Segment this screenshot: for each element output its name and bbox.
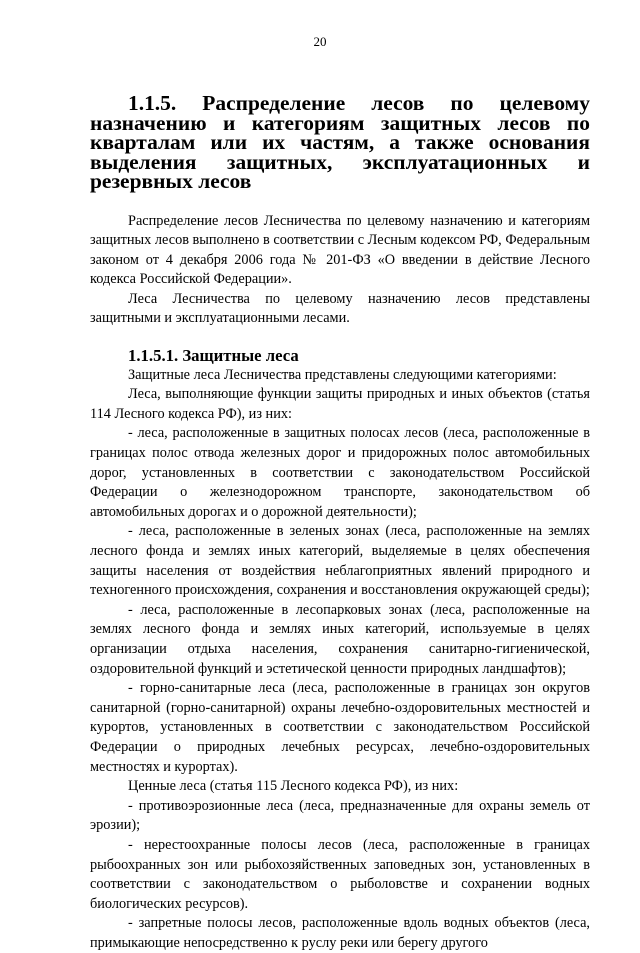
list-item: - противоэрозионные леса (леса, предназначенные для охраны земель от эрозии); <box>90 797 590 834</box>
page-content <box>90 91 590 953</box>
paragraph: Защитные леса Лесничества представлены следующими категориями: <box>128 366 557 383</box>
section-title: 1.1.5. Распределение лесов по целевому назначению и категориям защитных лесов по кварталам или их частям, а также основания выделения защитных, эксплуатационных и резервных лесов <box>90 91 590 193</box>
list-item: - запретные полосы лесов, расположенные вдоль водных объектов (леса, примыкающие непосредственно к руслу реки или берегу другого <box>90 915 590 951</box>
spacer <box>90 192 590 212</box>
spacer <box>90 329 590 346</box>
paragraph: Леса Лесничества по целевому назначению лесов представлены защитными и эксплуатационными лесами. <box>90 290 590 327</box>
list-item: - леса, расположенные в лесопарковых зонах (леса, расположенные на землях лесного фонда и землях иных категорий, используемые в целях организации отдыха населения, сохранения санитарно-гигиенической, оздоровительной функций и эстетической ценности природных ландшафтов); <box>90 601 590 677</box>
page-number: 20 <box>313 34 327 49</box>
subsection-title: 1.1.5.1. Защитные леса <box>128 346 299 366</box>
list-item: - нерестоохранные полосы лесов (леса, расположенные в границах рыбоохранных зон или рыбохозяйственных заповедных зон, установленных в соответствии с законодательством о рыболовстве и сохранении водных биологических ресурсов). <box>90 836 590 912</box>
paragraph: Леса, выполняющие функции защиты природных и иных объектов (статья 114 Лесного кодекса РФ), из них: <box>90 386 590 422</box>
list-item: - леса, расположенные в защитных полосах лесов (леса, расположенные в границах полос отвода железных дорог и придорожных полос автомобильных дорог, установленных в соответствии с законодательством Российской Федерации о железнодорожном транспорте, законодательством об автомобильных дорогах и о дорожной деятельности); <box>90 425 590 520</box>
paragraph: Распределение лесов Лесничества по целевому назначению и категориям защитных лесов выполнено в соответствии с Лесным кодексом РФ, Федеральным законом от 4 декабря 2006 года № 201-ФЗ «О введении в действие Лесного кодекса Российской Федерации». <box>90 212 590 288</box>
list-item: - леса, расположенные в зеленых зонах (леса, расположенные на землях лесного фонда и землях иных категорий, выделяемые в целях обеспечения защиты населения от воздействия неблагоприятных явлений природного и техногенного происхождения, сохранения и восстановления окружающей среды); <box>90 523 590 599</box>
paragraph: Ценные леса (статья 115 Лесного кодекса РФ), из них: <box>128 778 459 795</box>
list-item: - горно-санитарные леса (леса, расположенные в границах зон округов санитарной (горно-санитарной) охраны лечебно-оздоровительных местностей и курортов, установленных в соответствии с законодательством Российской Федерации о природных лечебных ресурсах, лечебно-оздоровительных местностях и курортах). <box>90 680 590 775</box>
